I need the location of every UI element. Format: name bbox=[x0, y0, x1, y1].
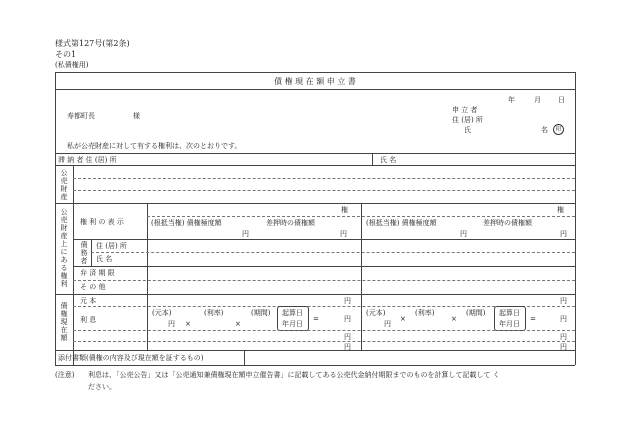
applicant-name-label-1: 氏 bbox=[464, 126, 471, 134]
total-yen-right-1: 円 bbox=[560, 333, 567, 341]
rights-display-label: 権 利 の 表 示 bbox=[80, 218, 124, 226]
other-label: そ の 他 bbox=[80, 283, 106, 291]
principal-label: 元 本 bbox=[80, 297, 97, 305]
collateral-label-right: (根抵当権) 債権極度額 bbox=[366, 219, 437, 227]
statement-text: 私が公売財産に対して有する権利は、次のとおりです。 bbox=[67, 142, 242, 150]
note-line-1: 利息は、「公売公告」又は「公売通知兼債権現在額申立催告書」に記載してある公売代金納付期限までのものを計算して記載して く bbox=[88, 371, 500, 379]
holder-name-label: 氏 名 bbox=[380, 156, 397, 164]
rights-ken-left: 権 bbox=[341, 206, 348, 214]
form-sub-number: その1 bbox=[55, 50, 77, 59]
yen-1: 円 bbox=[242, 230, 249, 238]
date-day: 日 bbox=[558, 96, 565, 104]
yen-4: 円 bbox=[560, 230, 567, 238]
rights-section-label: 公売財産上にある権利 bbox=[60, 208, 68, 289]
addressee-honorific: 様 bbox=[133, 112, 140, 120]
note-prefix: (注意) bbox=[55, 371, 75, 379]
applicant-name-label-2: 名 bbox=[541, 126, 548, 134]
interest-label: 利 息 bbox=[80, 316, 97, 324]
principal-yen-left: 円 bbox=[344, 297, 351, 305]
date-month: 月 bbox=[534, 96, 541, 104]
note-line-2: ださい。 bbox=[88, 383, 116, 391]
due-date-label: 弁 済 期 限 bbox=[80, 269, 115, 277]
addressee-name: 寿都町長 bbox=[67, 112, 95, 120]
date-year: 年 bbox=[508, 96, 515, 104]
form-number: 様式第127号(第2条) bbox=[55, 39, 130, 48]
debtor-name-label: 氏 名 bbox=[96, 255, 113, 263]
debtor-address-label: 住 (居) 所 bbox=[96, 242, 127, 250]
form-title: 債 権 現 在 額 申 立 書 bbox=[274, 77, 356, 86]
seizure-label-left: 差押時の債権額 bbox=[266, 219, 315, 227]
total-yen-right-2: 円 bbox=[560, 343, 567, 351]
attachments-label: 添付書類(債権の内容及び現在額を証するもの) bbox=[58, 354, 204, 362]
public-sale-label: 公売財産 bbox=[60, 169, 68, 202]
amount-section-label: 債権現在額 bbox=[60, 302, 68, 343]
form-usage: (私債権用) bbox=[55, 61, 89, 69]
applicant-label: 申 立 者 bbox=[452, 106, 478, 114]
total-yen-left-2: 円 bbox=[344, 343, 351, 351]
yen-2: 円 bbox=[340, 230, 347, 238]
total-yen-left-1: 円 bbox=[344, 333, 351, 341]
holder-address-label: 滞 納 者 住 (居) 所 bbox=[58, 156, 117, 164]
seal-icon: 印 bbox=[553, 124, 564, 135]
rights-ken-right: 権 bbox=[557, 206, 564, 214]
yen-3: 円 bbox=[460, 230, 467, 238]
seizure-label-right: 差押時の債権額 bbox=[483, 219, 532, 227]
applicant-address-label: 住 (居) 所 bbox=[452, 116, 483, 124]
principal-yen-right: 円 bbox=[560, 297, 567, 305]
debtor-label: 債務者 bbox=[80, 241, 88, 266]
collateral-label-left: (根抵当権) 債権極度額 bbox=[151, 219, 222, 227]
